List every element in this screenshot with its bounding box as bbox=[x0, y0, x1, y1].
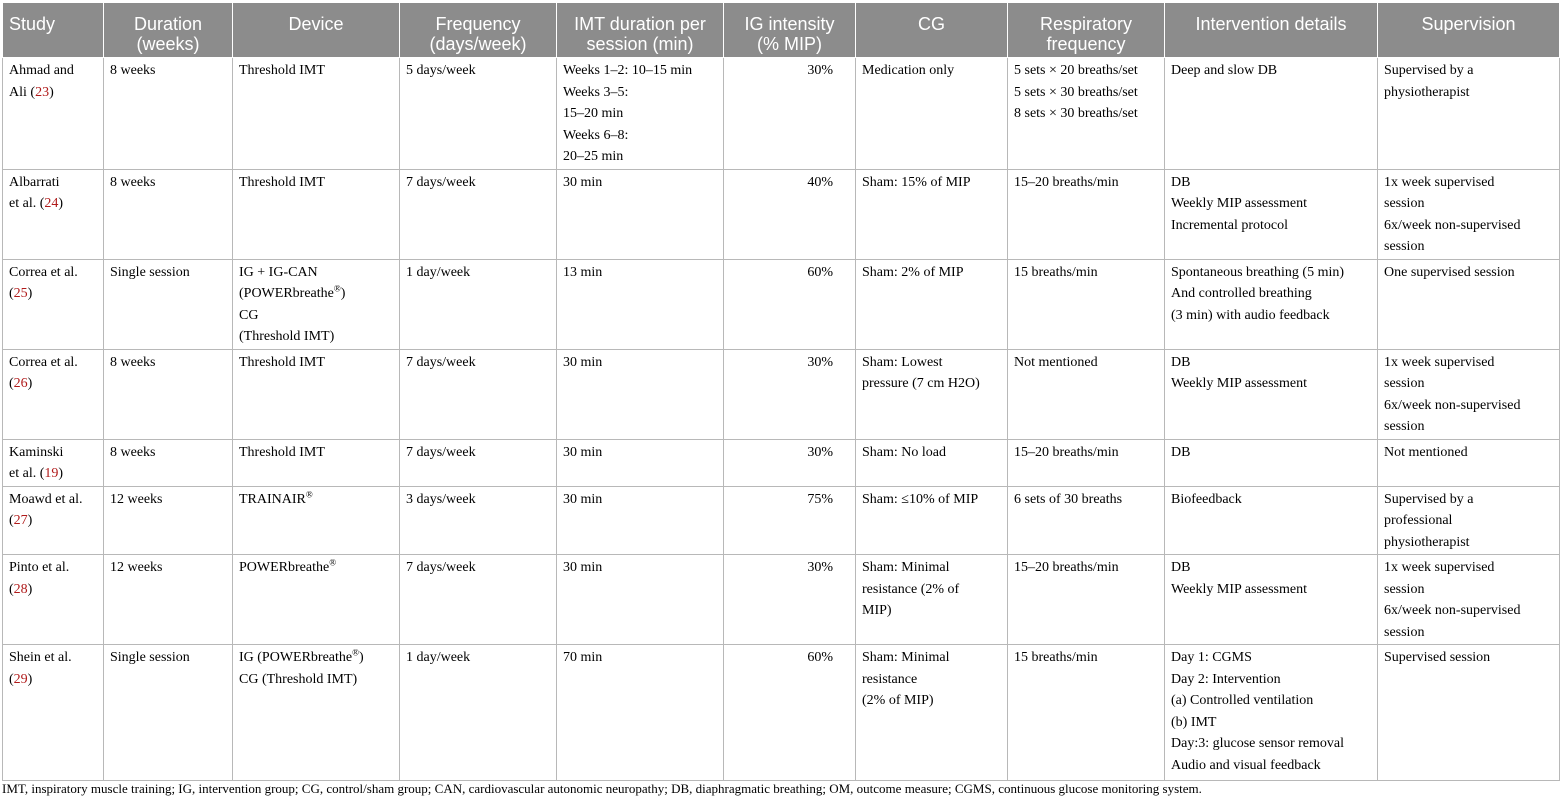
study-text: Albarrati bbox=[9, 174, 60, 190]
cell-text: 30 min bbox=[563, 491, 603, 507]
reference-link[interactable]: 19 bbox=[44, 466, 59, 481]
cell-cg bbox=[856, 555, 1008, 645]
cell-frequency bbox=[400, 349, 557, 439]
cell-text: professional bbox=[1384, 513, 1453, 528]
cell-study bbox=[3, 439, 104, 486]
cell-duration bbox=[104, 169, 233, 259]
table-row bbox=[3, 349, 1560, 439]
cell-study bbox=[3, 555, 104, 645]
cell-text: Sham: Minimal bbox=[862, 560, 950, 575]
cell-intervention-details bbox=[1165, 169, 1378, 259]
reference-link[interactable]: 25 bbox=[13, 286, 28, 301]
cell-text: Threshold IMT bbox=[239, 63, 325, 78]
cell-study bbox=[3, 169, 104, 259]
cell-ig-intensity bbox=[724, 439, 856, 486]
table-footnote: IMT, inspiratory muscle training; IG, intervention group; CG, control/sham group; CAN, cardiovascular autonomic neuropathy; DB, diaphragmatic breathing; OM, outcome measure; CGMS, continuous glucose monitoring system. bbox=[2, 781, 1202, 796]
cell-study bbox=[3, 349, 104, 439]
table-row bbox=[3, 169, 1560, 259]
cell-device bbox=[233, 169, 400, 259]
cell-text: 6x/week non-supervised bbox=[1384, 603, 1521, 618]
study-text: Shein et al. bbox=[9, 650, 72, 665]
cell-ig-intensity bbox=[724, 645, 856, 781]
study-text: Moawd et al. bbox=[9, 491, 83, 507]
cell-imt-duration bbox=[557, 439, 724, 486]
cell-device bbox=[233, 439, 400, 486]
cell-text: 1 day/week bbox=[406, 264, 471, 280]
cell-text: Biofeedback bbox=[1171, 491, 1242, 507]
cell-text: 15 breaths/min bbox=[1014, 264, 1098, 280]
cell-text: Day 2: Intervention bbox=[1171, 671, 1281, 687]
cell-text: 15–20 min bbox=[563, 106, 624, 121]
cell-intervention-details bbox=[1165, 645, 1378, 781]
cell-text: resistance bbox=[862, 671, 918, 687]
cell-text: And controlled breathing bbox=[1171, 286, 1312, 301]
cell-text: resistance (2% of bbox=[862, 581, 960, 597]
cell-text: Weekly MIP assessment bbox=[1171, 376, 1308, 391]
cell-respiratory-frequency bbox=[1008, 645, 1165, 781]
cell-text: DB bbox=[1171, 174, 1191, 190]
cell-text: session bbox=[1384, 376, 1425, 391]
study-text: et al. (24) bbox=[9, 196, 64, 211]
cell-text: Day:3: glucose sensor removal bbox=[1171, 736, 1345, 751]
column-header-respiratory-frequency bbox=[1008, 3, 1165, 58]
cell-text: Single session bbox=[110, 264, 190, 280]
cell-text: 7 days/week bbox=[406, 174, 476, 190]
cell-device bbox=[233, 486, 400, 555]
cell-cg bbox=[856, 645, 1008, 781]
cell-imt-duration bbox=[557, 169, 724, 259]
cell-respiratory-frequency bbox=[1008, 555, 1165, 645]
cell-text: Sham: Lowest bbox=[862, 354, 943, 370]
cell-text: 8 weeks bbox=[110, 63, 156, 78]
cell-text: Medication only bbox=[862, 63, 955, 78]
cell-text: 12 weeks bbox=[110, 560, 163, 575]
cell-text: 70 min bbox=[563, 650, 603, 665]
cell-cg bbox=[856, 259, 1008, 349]
cell-text: 60% bbox=[807, 650, 833, 665]
cell-text: physiotherapist bbox=[1384, 84, 1470, 100]
cell-text: 60% bbox=[807, 264, 833, 280]
cell-text: Sham: 15% of MIP bbox=[862, 174, 971, 190]
cell-text: TRAINAIR® bbox=[239, 488, 313, 507]
cell-imt-duration bbox=[557, 58, 724, 170]
column-header-cg bbox=[856, 3, 1008, 58]
study-text: (29) bbox=[9, 671, 33, 687]
cell-text: Sham: 2% of MIP bbox=[862, 264, 964, 280]
cell-device bbox=[233, 58, 400, 170]
table-row bbox=[3, 439, 1560, 486]
cell-cg bbox=[856, 58, 1008, 170]
cell-text: physiotherapist bbox=[1384, 534, 1470, 550]
cell-text: 7 days/week bbox=[406, 560, 476, 575]
cell-text: 1x week supervised bbox=[1384, 174, 1495, 190]
cell-intervention-details bbox=[1165, 349, 1378, 439]
study-text: (26) bbox=[9, 376, 33, 391]
header-row bbox=[3, 3, 1560, 58]
column-header-ig-intensity bbox=[724, 3, 856, 58]
study-text: (28) bbox=[9, 581, 33, 597]
cell-text: 30 min bbox=[563, 444, 603, 460]
cell-ig-intensity bbox=[724, 349, 856, 439]
cell-text: CG bbox=[239, 307, 259, 323]
cell-text: 1x week supervised bbox=[1384, 354, 1495, 370]
cell-text: 40% bbox=[807, 174, 833, 190]
cell-duration bbox=[104, 486, 233, 555]
cell-text: POWERbreathe® bbox=[239, 557, 337, 575]
cell-text: 3 days/week bbox=[406, 491, 476, 507]
header-text: IMT duration per bbox=[574, 14, 706, 34]
cell-text: 1x week supervised bbox=[1384, 560, 1495, 575]
cell-text: 30 min bbox=[563, 354, 603, 370]
cell-supervision bbox=[1378, 349, 1560, 439]
header-text: Duration bbox=[133, 14, 203, 34]
header-text: IG intensity bbox=[744, 14, 835, 34]
cell-text: 15–20 breaths/min bbox=[1014, 174, 1119, 190]
cell-supervision bbox=[1378, 58, 1560, 170]
table-row bbox=[3, 58, 1560, 170]
cell-intervention-details bbox=[1165, 58, 1378, 170]
cell-text: Supervised by a bbox=[1384, 491, 1474, 507]
cell-text: Sham: No load bbox=[862, 444, 946, 460]
cell-duration bbox=[104, 645, 233, 781]
cell-text: Supervised by a bbox=[1384, 63, 1474, 78]
cell-duration bbox=[104, 58, 233, 170]
cell-text: 12 weeks bbox=[110, 491, 163, 507]
cell-text: Weekly MIP assessment bbox=[1171, 581, 1308, 597]
cell-imt-duration bbox=[557, 486, 724, 555]
cell-study bbox=[3, 259, 104, 349]
reference-link[interactable]: 24 bbox=[44, 196, 59, 211]
header-text: (days/week) bbox=[429, 34, 527, 54]
cell-text: (2% of MIP) bbox=[862, 693, 934, 708]
cell-duration bbox=[104, 439, 233, 486]
cell-ig-intensity bbox=[724, 259, 856, 349]
cell-text: 30 min bbox=[563, 174, 603, 190]
column-header-study bbox=[3, 3, 104, 58]
cell-text: DB bbox=[1171, 354, 1191, 370]
cell-text: Threshold IMT bbox=[239, 174, 325, 190]
cell-duration bbox=[104, 555, 233, 645]
cell-text: 5 days/week bbox=[406, 63, 476, 78]
cell-text: (b) IMT bbox=[1171, 714, 1217, 730]
cell-text: (POWERbreathe®) bbox=[239, 283, 346, 301]
cell-text: session bbox=[1384, 581, 1425, 597]
table-row bbox=[3, 645, 1560, 781]
cell-intervention-details bbox=[1165, 439, 1378, 486]
cell-intervention-details bbox=[1165, 486, 1378, 555]
cell-text: 30% bbox=[807, 560, 833, 575]
cell-frequency bbox=[400, 439, 557, 486]
cell-respiratory-frequency bbox=[1008, 58, 1165, 170]
cell-text: Single session bbox=[110, 650, 190, 665]
cell-text: Threshold IMT bbox=[239, 354, 325, 370]
cell-respiratory-frequency bbox=[1008, 439, 1165, 486]
study-text: Correa et al. bbox=[9, 354, 78, 370]
cell-respiratory-frequency bbox=[1008, 349, 1165, 439]
cell-intervention-details bbox=[1165, 555, 1378, 645]
cell-frequency bbox=[400, 259, 557, 349]
cell-cg bbox=[856, 486, 1008, 555]
cell-supervision bbox=[1378, 555, 1560, 645]
header-text: CG bbox=[918, 14, 945, 34]
cell-text: Weeks 1–2: 10–15 min bbox=[563, 63, 693, 78]
cell-text: session bbox=[1384, 419, 1425, 434]
cell-text: IG + IG-CAN bbox=[239, 264, 318, 280]
cell-imt-duration bbox=[557, 259, 724, 349]
cell-text: Sham: ≤10% of MIP bbox=[862, 491, 979, 507]
cell-text: session bbox=[1384, 624, 1425, 640]
cell-text: 6x/week non-supervised bbox=[1384, 217, 1521, 233]
header-text: Intervention details bbox=[1195, 14, 1347, 34]
cell-supervision bbox=[1378, 645, 1560, 781]
cell-text: 8 weeks bbox=[110, 444, 156, 460]
cell-text: 7 days/week bbox=[406, 354, 476, 370]
cell-text: 30% bbox=[807, 354, 833, 370]
cell-text: 5 sets × 30 breaths/set bbox=[1014, 84, 1138, 100]
header-text: Device bbox=[288, 14, 344, 34]
cell-frequency bbox=[400, 169, 557, 259]
cell-supervision bbox=[1378, 169, 1560, 259]
study-text: Ali (23) bbox=[9, 84, 54, 100]
cell-text: 30 min bbox=[563, 560, 603, 575]
study-text: (27) bbox=[9, 513, 33, 528]
column-header-device bbox=[233, 3, 400, 58]
cell-ig-intensity bbox=[724, 169, 856, 259]
reference-link[interactable]: 27 bbox=[13, 513, 28, 528]
cell-imt-duration bbox=[557, 555, 724, 645]
column-header-supervision bbox=[1378, 3, 1560, 58]
cell-ig-intensity bbox=[724, 486, 856, 555]
cell-text: DB bbox=[1171, 560, 1191, 575]
cell-text: Deep and slow DB bbox=[1171, 63, 1278, 78]
study-text: et al. (19) bbox=[9, 466, 64, 481]
header-text: Supervision bbox=[1421, 14, 1516, 34]
cell-frequency bbox=[400, 486, 557, 555]
cell-ig-intensity bbox=[724, 555, 856, 645]
cell-supervision bbox=[1378, 259, 1560, 349]
cell-frequency bbox=[400, 555, 557, 645]
cell-text: One supervised session bbox=[1384, 264, 1515, 280]
cell-ig-intensity bbox=[724, 58, 856, 170]
reference-link[interactable]: 26 bbox=[13, 376, 28, 391]
study-text: Correa et al. bbox=[9, 264, 78, 280]
study-text: Pinto et al. bbox=[9, 560, 70, 575]
cell-supervision bbox=[1378, 486, 1560, 555]
cell-frequency bbox=[400, 58, 557, 170]
cell-respiratory-frequency bbox=[1008, 169, 1165, 259]
cell-text: 75% bbox=[807, 491, 833, 507]
reference-link[interactable]: 28 bbox=[13, 581, 28, 597]
cell-study bbox=[3, 645, 104, 781]
cell-text: Spontaneous breathing (5 min) bbox=[1171, 264, 1345, 280]
cell-text: Audio and visual feedback bbox=[1171, 757, 1321, 773]
header-text: (% MIP) bbox=[757, 34, 822, 54]
cell-duration bbox=[104, 259, 233, 349]
cell-text: 30% bbox=[807, 444, 833, 460]
cell-imt-duration bbox=[557, 349, 724, 439]
cell-study bbox=[3, 58, 104, 170]
cell-text: 6x/week non-supervised bbox=[1384, 397, 1521, 413]
cell-cg bbox=[856, 349, 1008, 439]
cell-text: 15 breaths/min bbox=[1014, 650, 1098, 665]
study-text: Kaminski bbox=[9, 444, 64, 460]
cell-text: 5 sets × 20 breaths/set bbox=[1014, 63, 1138, 78]
cell-text: 15–20 breaths/min bbox=[1014, 560, 1119, 575]
cell-text: 13 min bbox=[563, 264, 603, 280]
cell-respiratory-frequency bbox=[1008, 486, 1165, 555]
header-text: Study bbox=[9, 14, 56, 34]
cell-text: 8 weeks bbox=[110, 174, 156, 190]
cell-supervision bbox=[1378, 439, 1560, 486]
cell-duration bbox=[104, 349, 233, 439]
cell-text: CG (Threshold IMT) bbox=[239, 671, 358, 687]
table-row bbox=[3, 486, 1560, 555]
table-body bbox=[3, 58, 1560, 781]
cell-intervention-details bbox=[1165, 259, 1378, 349]
cell-text: Not mentioned bbox=[1384, 444, 1468, 460]
cell-text: (a) Controlled ventilation bbox=[1171, 693, 1314, 708]
reference-link[interactable]: 29 bbox=[13, 671, 28, 687]
cell-text: 7 days/week bbox=[406, 444, 476, 460]
cell-text: 20–25 min bbox=[563, 149, 624, 164]
cell-cg bbox=[856, 439, 1008, 486]
table-row bbox=[3, 555, 1560, 645]
cell-text: Weekly MIP assessment bbox=[1171, 196, 1308, 211]
column-header-frequency bbox=[400, 3, 557, 58]
cell-text: DB bbox=[1171, 444, 1191, 460]
cell-text: (3 min) with audio feedback bbox=[1171, 307, 1330, 323]
cell-text: 30% bbox=[807, 63, 833, 78]
header-text: session (min) bbox=[586, 34, 694, 54]
cell-device bbox=[233, 555, 400, 645]
cell-text: Incremental protocol bbox=[1171, 217, 1289, 233]
table-row bbox=[3, 259, 1560, 349]
cell-device bbox=[233, 259, 400, 349]
cell-text: Weeks 6–8: bbox=[563, 127, 629, 143]
cell-text: Not mentioned bbox=[1014, 354, 1098, 370]
header-text: Frequency bbox=[435, 14, 521, 34]
cell-respiratory-frequency bbox=[1008, 259, 1165, 349]
cell-text: pressure (7 cm H2O) bbox=[862, 376, 980, 391]
cell-device bbox=[233, 349, 400, 439]
cell-text: Sham: Minimal bbox=[862, 650, 950, 665]
cell-text: Supervised session bbox=[1384, 650, 1491, 665]
cell-text: Day 1: CGMS bbox=[1171, 650, 1252, 665]
column-header-duration bbox=[104, 3, 233, 58]
cell-text: 1 day/week bbox=[406, 650, 471, 665]
cell-study bbox=[3, 486, 104, 555]
header-text: Respiratory bbox=[1039, 14, 1133, 34]
cell-text: Weeks 3–5: bbox=[563, 84, 629, 100]
header-text: (weeks) bbox=[136, 34, 200, 54]
header-text: frequency bbox=[1046, 34, 1126, 54]
cell-text: 6 sets of 30 breaths bbox=[1014, 491, 1123, 507]
cell-text: session bbox=[1384, 239, 1425, 254]
study-text: (25) bbox=[9, 286, 33, 301]
column-header-intervention-details bbox=[1165, 3, 1378, 58]
study-characteristics-table bbox=[2, 2, 1560, 781]
cell-text: Threshold IMT bbox=[239, 444, 325, 460]
cell-cg bbox=[856, 169, 1008, 259]
cell-text: (Threshold IMT) bbox=[239, 329, 335, 344]
cell-text: session bbox=[1384, 196, 1425, 211]
cell-device bbox=[233, 645, 400, 781]
column-header-imt-duration bbox=[557, 3, 724, 58]
cell-text: IG (POWERbreathe®) bbox=[239, 647, 364, 665]
cell-frequency bbox=[400, 645, 557, 781]
cell-imt-duration bbox=[557, 645, 724, 781]
reference-link[interactable]: 23 bbox=[35, 84, 50, 100]
cell-text: 8 weeks bbox=[110, 354, 156, 370]
cell-text: 8 sets × 30 breaths/set bbox=[1014, 106, 1138, 121]
cell-text: MIP) bbox=[862, 603, 892, 618]
cell-text: 15–20 breaths/min bbox=[1014, 444, 1119, 460]
study-text: Ahmad and bbox=[9, 63, 74, 78]
